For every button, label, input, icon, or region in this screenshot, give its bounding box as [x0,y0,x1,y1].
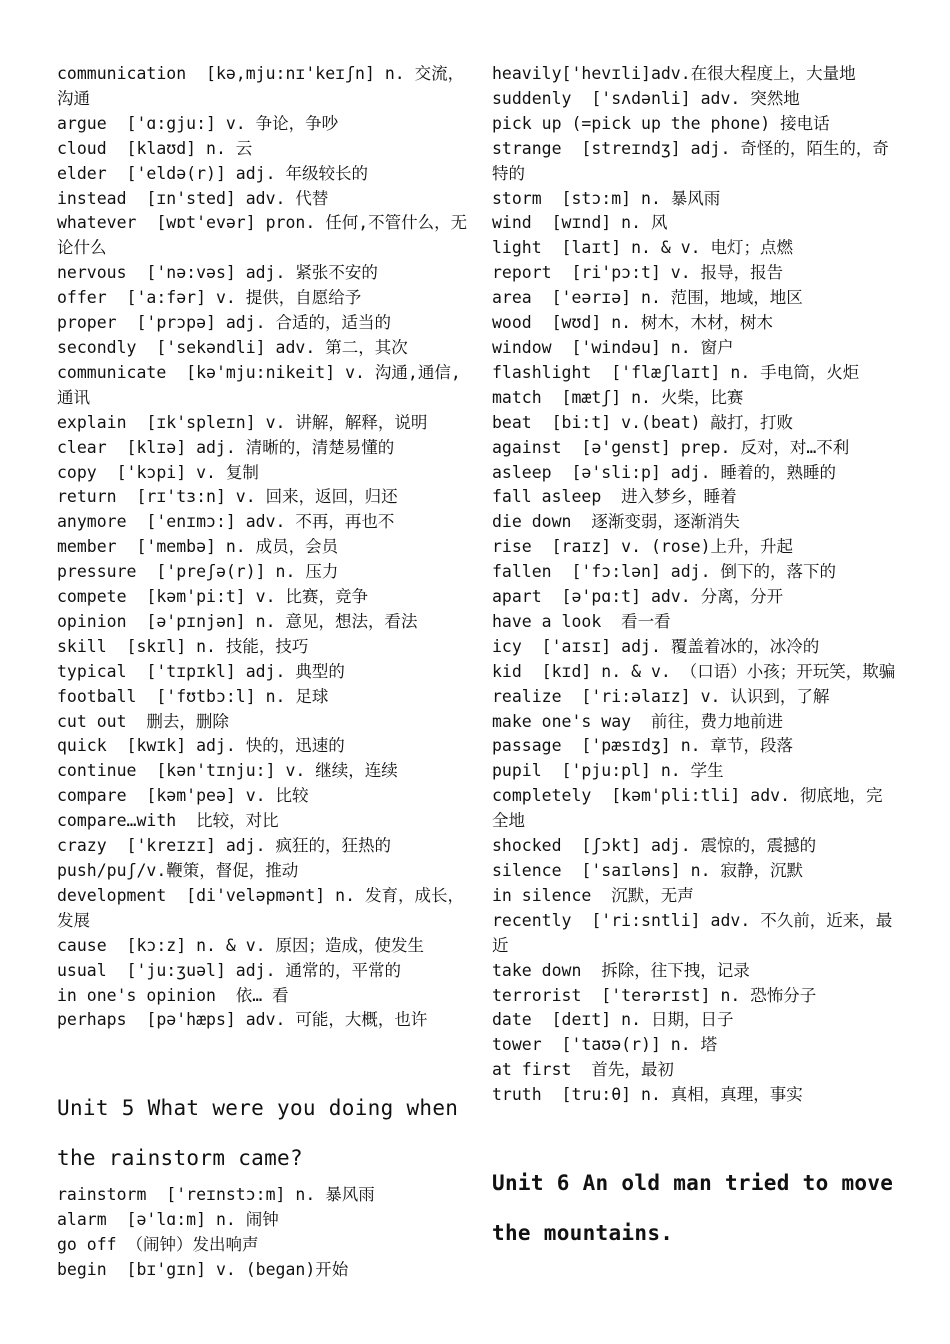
vocab-entry: cut out 删去，删除 [57,711,229,731]
vocab-entry: light [laɪt] n. & v. 电灯；点燃 [492,238,794,258]
vocab-list-unit4 [57,62,475,1033]
vocab-entry: rise [raɪz] v. (rose)上升，升起 [492,537,794,557]
vocab-entry: whatever [wɒt'evər] pron. 任何,不管什么，无论什么 [57,213,468,258]
vocab-entry: development [di'veləpmənt] n. 发育，成长，发展 [57,885,464,930]
vocab-entry: in one's opinion 依… 看 [57,985,289,1005]
vocab-entry: kid [kɪd] n. & v. （口语）小孩；开玩笑，欺骗 [492,661,896,681]
vocab-entry: die down 逐渐变弱，逐渐消失 [492,512,740,532]
vocab-entry: wind [wɪnd] n. 风 [492,213,668,233]
vocab-entry: pupil ['pju:pl] n. 学生 [492,761,724,781]
vocab-entry: proper ['prɔpə] adj. 合适的，适当的 [57,313,392,333]
vocab-entry: fall asleep 进入梦乡，睡着 [492,487,737,507]
vocab-entry: rainstorm ['reɪnstɔ:m] n. 暴风雨 [57,1185,375,1205]
vocab-entry: have a look 看一看 [492,611,671,631]
vocab-entry: begin [bɪ'gɪn] v. (began)开始 [57,1260,349,1280]
vocab-entry: area ['eərɪə] n. 范围，地域，地区 [492,288,803,308]
vocab-entry: perhaps [pə'hæps] adv. 可能，大概，也许 [57,1010,428,1030]
vocab-entry: tower ['taʊə(r)] n. 塔 [492,1035,718,1055]
unit5-heading-line2: the rainstorm came? [57,1146,303,1171]
vocab-entry: skill [skɪl] n. 技能，技巧 [57,636,309,656]
vocab-entry: cloud [klaʊd] n. 云 [57,138,253,158]
vocab-list-unit5-continued [492,62,897,1108]
vocab-entry: return [rɪ'tɜ:n] v. 回来，返回，归还 [57,487,398,507]
vocab-entry: cause [kɔ:z] n. & v. 原因；造成，使发生 [57,935,425,955]
vocab-entry: recently ['ri:sntli] adv. 不久前，近来，最近 [492,910,893,955]
vocab-entry: go off （闹钟）发出响声 [57,1235,259,1255]
vocab-entry: pick up (=pick up the phone) 接电话 [492,113,830,133]
section-gap [57,1033,475,1083]
vocab-entry: at first 首先，最初 [492,1060,674,1080]
vocab-entry: elder ['eldə(r)] adj. 年级较长的 [57,163,368,183]
vocab-entry: member ['membə] n. 成员，会员 [57,537,339,557]
vocab-entry: compete [kəm'pi:t] v. 比赛，竞争 [57,587,368,607]
vocab-entry: shocked [ʃɔkt] adj. 震惊的，震撼的 [492,836,817,856]
vocab-entry: clear [klɪə] adj. 清晰的，清楚易懂的 [57,437,395,457]
vocab-entry: strange [streɪndʒ] adj. 奇怪的，陌生的，奇特的 [492,138,889,183]
vocab-list-unit5 [57,1183,475,1283]
vocab-entry: push/puʃ/v.鞭策，督促，推动 [57,861,299,880]
vocab-entry: beat [bi:t] v.(beat) 敲打，打败 [492,412,794,432]
vocab-entry: anymore ['enɪmɔ:] adv. 不再，再也不 [57,512,395,532]
vocab-entry: icy ['aɪsɪ] adj. 覆盖着冰的，冰冷的 [492,636,820,656]
vocab-entry: instead [ɪn'sted] adv. 代替 [57,188,329,208]
vocab-entry: communication [kə,mju:nɪ'keɪʃn] n. 交流，沟通 [57,64,465,108]
vocab-entry: explain [ɪk'spleɪn] v. 讲解，解释，说明 [57,412,428,432]
vocab-entry: truth [tru:θ] n. 真相，真理，事实 [492,1085,803,1105]
vocab-entry: secondly ['sekəndli] adv. 第二，其次 [57,337,408,357]
unit5-heading-line1: Unit 5 What were you doing when [57,1096,459,1121]
vocab-entry: realize ['ri:əlaɪz] v. 认识到，了解 [492,686,830,706]
vocab-entry: offer ['a:fər] v. 提供，自愿给予 [57,288,362,308]
vocab-entry: date [deɪt] n. 日期，日子 [492,1010,734,1030]
vocab-entry: opinion [ə'pɪnjən] n. 意见，想法，看法 [57,611,418,631]
vocab-entry: wood [wʊd] n. 树木，木材，树木 [492,313,774,333]
vocab-entry: heavily['hevɪli]adv.在很大程度上，大量地 [492,64,856,83]
vocab-entry: in silence 沉默，无声 [492,885,694,905]
vocab-entry: take down 拆除，往下拽，记录 [492,960,750,980]
vocab-entry: fallen ['fɔ:lən] adj. 倒下的，落下的 [492,562,836,582]
vocab-entry: copy ['kɔpi] v. 复制 [57,462,259,482]
vocab-entry: argue ['ɑ:gju:] v. 争论，争吵 [57,113,339,133]
vocab-entry: compare…with 比较，对比 [57,811,279,831]
vocab-entry: completely [kəm'pli:tli] adv. 彻底地，完全地 [492,786,883,831]
vocab-entry: asleep [ə'sli:p] adj. 睡着的，熟睡的 [492,462,836,482]
vocab-entry: alarm [ə'lɑ:m] n. 闹钟 [57,1210,279,1230]
vocab-entry: football ['fʊtbɔ:l] n. 足球 [57,686,329,706]
unit6-heading-line1: Unit 6 An old man tried to move [492,1171,894,1196]
vocab-entry: crazy ['kreɪzɪ] adj. 疯狂的，狂热的 [57,836,392,856]
vocab-entry: flashlight ['flæʃlaɪt] n. 手电筒，火炬 [492,362,860,382]
section-gap [492,1108,897,1158]
left-column [57,62,475,1283]
vocab-entry: against [ə'genst] prep. 反对，对…不利 [492,437,850,457]
vocab-entry: compare [kəm'peə] v. 比较 [57,786,309,806]
vocab-entry: silence ['saɪləns] n. 寂静，沉默 [492,861,803,880]
vocab-entry: quick [kwɪk] adj. 快的，迅速的 [57,736,345,756]
vocab-entry: make one's way 前往，费力地前进 [492,711,783,731]
vocab-entry: window ['windəu] n. 窗户 [492,337,734,357]
vocab-entry: apart [ə'pɑ:t] adv. 分离，分开 [492,587,784,607]
vocab-entry: usual ['ju:ʒuəl] adj. 通常的，平常的 [57,960,401,980]
vocab-entry: report [ri'pɔ:t] v. 报导，报告 [492,263,784,283]
vocab-entry: typical ['tɪpɪkl] adj. 典型的 [57,661,345,681]
vocab-entry: nervous ['nə:vəs] adj. 紧张不安的 [57,263,378,283]
vocab-entry: communicate [kə'mju:nikeit] v. 沟通,通信,通讯 [57,362,461,407]
right-column [492,62,897,1258]
vocab-entry: pressure ['preʃə(r)] n. 压力 [57,562,339,582]
vocab-entry: storm [stɔ:m] n. 暴风雨 [492,188,721,208]
vocab-entry: continue [kən'tɪnju:] v. 继续，连续 [57,761,398,781]
vocab-entry: terrorist ['terərɪst] n. 恐怖分子 [492,985,817,1005]
unit6-heading-line2: the mountains. [492,1221,674,1246]
vocab-entry: suddenly ['sʌdənli] adv. 突然地 [492,88,800,108]
vocab-entry: match [mætʃ] n. 火柴，比赛 [492,387,744,407]
vocab-entry: passage ['pæsɪdʒ] n. 章节，段落 [492,736,794,756]
